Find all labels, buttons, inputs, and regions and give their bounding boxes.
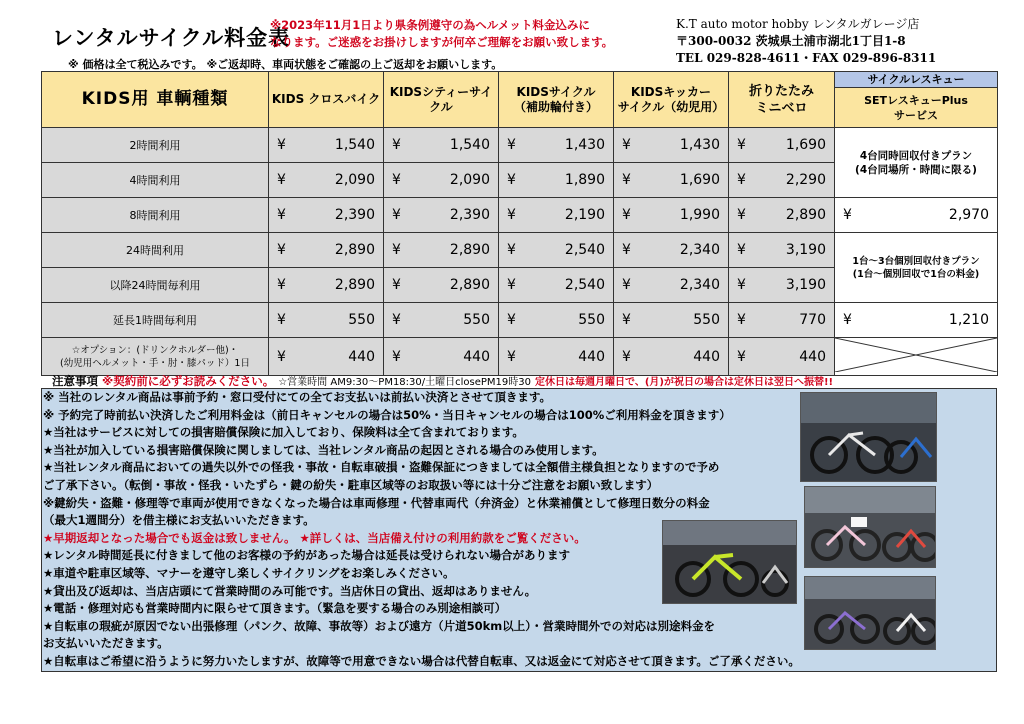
row-label: 以降24時間毎利用	[42, 268, 269, 303]
shop-name: K.T auto motor hobby レンタルガレージ店	[676, 17, 920, 31]
note-line: ★当社が加入している損害賠償保険に関しましては、当社レンタル商品の起因とされる場合のみ使用します。	[43, 442, 604, 457]
column-header: KIDSキッカー サイクル（幼児用）	[614, 72, 729, 128]
note-line: ★自転車の瑕疵が原因でない出張修理（パンク、故障、事故等）および遠方（片道50km以上）・営業時間外での対応は別途料金を	[43, 618, 715, 633]
rescue-header: サイクルレスキュー	[835, 72, 998, 88]
price-cell: ¥ 440	[614, 338, 729, 376]
empty-crossed-cell	[835, 338, 998, 376]
rescue-plan-a-price: ¥ 2,970	[835, 198, 998, 233]
notes-warning: ※契約前に必ずお読みください。	[102, 374, 275, 388]
rescue-plan-a: 4台同時回収付きプラン (4台同場所・時間に限る)	[835, 128, 998, 198]
price-cell: ¥ 440	[729, 338, 835, 376]
tax-note: ※ 価格は全て税込みです。 ※ご返却時、車両状態をご確認の上ご返却をお願いします。	[68, 58, 503, 71]
price-table	[41, 71, 998, 376]
note-line: ★レンタル時間延長に付きまして他のお客様の予約があった場合は延長は受けられない場合があります	[43, 548, 570, 563]
note-line: ★早期返却となった場合でも返金は致しません。 ★詳しくは、当店備え付けの利用約款をご覧ください。	[43, 530, 586, 545]
price-cell: ¥ 2,890	[269, 268, 384, 303]
price-cell: ¥ 770	[729, 303, 835, 338]
price-cell: ¥ 1,430	[614, 128, 729, 163]
price-cell: ¥ 550	[384, 303, 499, 338]
price-cell: ¥ 550	[614, 303, 729, 338]
vehicle-type-header: KIDS用 車輌種類	[42, 72, 269, 128]
note-line: （最大1週間分）を借主様にお支払いいただきます。	[43, 513, 315, 528]
price-cell: ¥ 2,390	[384, 198, 499, 233]
price-cell: ¥ 2,190	[499, 198, 614, 233]
holiday-note: 定休日は毎週月曜日で、(月)が祝日の場合は定休日は翌日へ振替!!	[535, 377, 834, 388]
price-cell: ¥ 1,990	[614, 198, 729, 233]
column-header: 折りたたみ ミニベロ	[729, 72, 835, 128]
note-line: ★車道や駐車区域等、マナーを遵守し楽しくサイクリングをお楽しみください。	[43, 565, 455, 580]
note-line: ご了承下さい。（転倒・事故・怪我・いたずら・鍵の紛失・駐車区域等のお取扱い等には十分ご注意をお願い致します）	[43, 477, 659, 492]
price-cell: ¥ 2,090	[269, 163, 384, 198]
table-row	[42, 128, 998, 163]
price-cell: ¥ 2,340	[614, 268, 729, 303]
note-line: ★当社はサービスに対しての損害賠償保険に加入しており、保険料は全て含まれております。	[43, 425, 524, 440]
helmet-notice-line: なります。ご迷惑をお掛けしますが何卒ご理解をお願い致します。	[270, 35, 614, 49]
price-cell: ¥ 440	[384, 338, 499, 376]
business-hours: ☆営業時間 AM9:30～PM18:30/土曜日closePM19時30	[278, 377, 531, 388]
note-line: ★電話・修理対応も営業時間内に限らせて頂きます。（緊急を要する場合のみ別途相談可）	[43, 601, 507, 616]
price-cell: ¥ 3,190	[729, 268, 835, 303]
note-line: ★自転車はご希望に沿うように努力いたしますが、故障等で用意できない場合は代替自転車、又は返金にて対応させて頂きます。ご了承ください。	[43, 653, 800, 668]
row-label: 24時間利用	[42, 233, 269, 268]
price-cell: ¥ 2,890	[384, 233, 499, 268]
price-cell: ¥ 440	[269, 338, 384, 376]
table-row	[42, 233, 998, 268]
rescue-plan-b: 1台～3台個別回収付きプラン (1台～個別回収で1台の料金)	[835, 233, 998, 303]
rescue-plan-b-price: ¥ 1,210	[835, 303, 998, 338]
row-label: 2時間利用	[42, 128, 269, 163]
price-cell: ¥ 2,290	[729, 163, 835, 198]
table-row	[42, 303, 998, 338]
row-label: ☆オプション：(ドリンクホルダー他)・ (幼児用ヘルメット・手・肘・膝パッド）1日	[42, 338, 269, 376]
price-cell: ¥ 1,690	[729, 128, 835, 163]
price-cell: ¥ 3,190	[729, 233, 835, 268]
row-label: 8時間利用	[42, 198, 269, 233]
price-cell: ¥ 2,090	[384, 163, 499, 198]
price-cell: ¥ 1,540	[384, 128, 499, 163]
note-line: ※ 予約完了時前払い決済したご利用料金は（前日キャンセルの場合は50%・当日キャンセルの場合は100%ご利用料金を頂きます）	[43, 407, 731, 422]
price-cell: ¥ 2,890	[384, 268, 499, 303]
price-cell: ¥ 1,540	[269, 128, 384, 163]
price-cell: ¥ 1,690	[614, 163, 729, 198]
column-header: KIDSサイクル （補助輪付き）	[499, 72, 614, 128]
helmet-notice	[270, 17, 613, 51]
row-label: 4時間利用	[42, 163, 269, 198]
row-label: 延長1時間毎利用	[42, 303, 269, 338]
price-cell: ¥ 550	[269, 303, 384, 338]
price-cell: ¥ 440	[499, 338, 614, 376]
note-line: ★当社レンタル商品においての過失以外での怪我・事故・自転車破損・盗難保証につきましては全額借主様負担となりますので予め	[43, 460, 720, 475]
price-cell: ¥ 2,890	[269, 233, 384, 268]
notes-label: 注意事項	[52, 374, 98, 388]
price-cell: ¥ 2,890	[729, 198, 835, 233]
price-cell: ¥ 1,890	[499, 163, 614, 198]
note-line: お支払いいただきます。	[43, 636, 169, 651]
column-header: KIDS クロスバイク	[269, 72, 384, 128]
shop-contact: TEL 029-828-4611・FAX 029-896-8311	[676, 51, 937, 65]
page-title: レンタルサイクル料金表	[52, 26, 291, 50]
price-cell: ¥ 1,430	[499, 128, 614, 163]
shop-address: 〒300-0032 茨城県土浦市湖北1丁目1-8	[676, 34, 906, 48]
price-cell: ¥ 2,340	[614, 233, 729, 268]
bike-photo	[804, 486, 936, 568]
column-header: KIDSシティーサイクル	[384, 72, 499, 128]
note-line: ※ 当社のレンタル商品は事前予約・窓口受付にての全てお支払いは前払い決済とさせて頂きます。	[43, 390, 552, 404]
price-cell: ¥ 550	[499, 303, 614, 338]
table-row	[42, 338, 998, 376]
rescue-subheader: SETレスキューPlus サービス	[835, 88, 998, 128]
price-cell: ¥ 2,540	[499, 268, 614, 303]
price-cell: ¥ 2,540	[499, 233, 614, 268]
notes-header	[52, 373, 833, 389]
bike-photo	[804, 576, 936, 650]
note-line: ※鍵紛失・盗難・修理等で車両が使用できなくなった場合は車両修理・代替車両代（弁済金）と休業補償として修理日数分の料金	[43, 495, 710, 510]
table-row	[42, 198, 998, 233]
shop-info	[676, 16, 936, 67]
price-cell: ¥ 2,390	[269, 198, 384, 233]
bike-photo	[662, 520, 797, 604]
bike-photo	[800, 392, 937, 482]
note-line: ★貸出及び返却は、当店店頭にて営業時間のみ可能です。当店休日の貸出、返却はありません。	[43, 583, 537, 598]
helmet-notice-line: ※2023年11月1日より県条例遵守の為ヘルメット料金込みに	[270, 18, 590, 32]
